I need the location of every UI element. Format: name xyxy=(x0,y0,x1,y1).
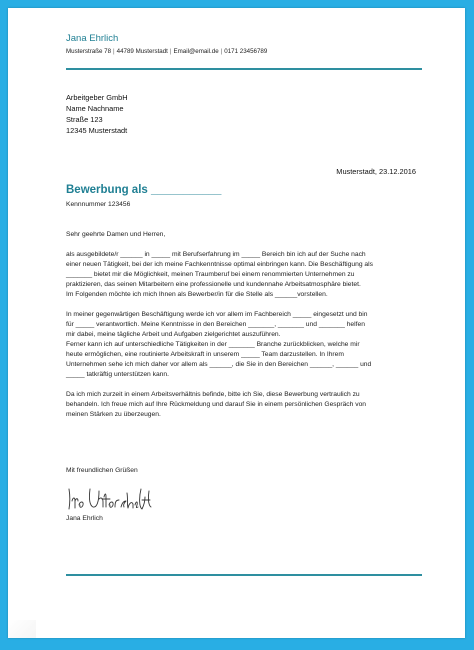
paragraph-1 xyxy=(66,250,422,300)
letter-body xyxy=(66,230,422,430)
salutation: Sehr geehrte Damen und Herren, xyxy=(66,231,166,238)
body-line: behandeln. Ich freue mich auf Ihre Rückmeldung und darauf Sie in einem persönlichen Gespräch von xyxy=(66,401,367,408)
separator: | xyxy=(113,48,115,55)
handwritten-signature xyxy=(66,483,158,518)
body-line: Ferner kann ich auf unterschiedliche Tätigkeiten in der _______ Branche zurückblicken, welche mir xyxy=(66,341,360,348)
body-line: einer neuen Tätigkeit, bei der ich meine Fachkenntnisse optimal einbringen kann. Die Beschäftigung als xyxy=(66,261,373,268)
letter-subject: Bewerbung als ___________ xyxy=(66,184,222,196)
recipient-city: 12345 Musterstadt xyxy=(66,126,128,135)
signer-name: Jana Ehrlich xyxy=(66,515,103,522)
body-line: mir dabei, meine tägliche Arbeit und Aufgaben zielgerichtet auszuführen. xyxy=(66,331,281,338)
watermark-corner xyxy=(8,620,36,638)
body-line: praktizieren, das seinen Mitarbeitern eine professionelle und kundennahe Arbeitsatmosphäre bietet. xyxy=(66,281,361,288)
sender-phone: 0171 23456789 xyxy=(224,48,268,55)
recipient-address-block xyxy=(66,92,128,136)
sender-city: 44789 Musterstadt xyxy=(116,48,168,55)
header-divider xyxy=(66,68,422,70)
body-line: In meiner gegenwärtigen Beschäftigung werde ich vor allem im Fachbereich _____ eingesetzt und bin xyxy=(66,311,368,318)
paragraph-3 xyxy=(66,390,422,420)
body-line: heute ermöglichen, eine routinierte Arbeitskraft in unserem _____ Team darzustellen. In Ihrem xyxy=(66,351,344,358)
body-line: meinen Stärken zu überzeugen. xyxy=(66,411,161,418)
recipient-street: Straße 123 xyxy=(66,115,103,124)
body-line: _____ tatkräftig unterstützen kann. xyxy=(66,371,169,378)
body-line: für _____ verantwortlich. Meine Kenntnisse in den Bereichen _______, _______ und _______ helfen xyxy=(66,321,365,328)
paragraph-2 xyxy=(66,310,422,380)
reference-number: Kennnummer 123456 xyxy=(66,201,131,208)
letter-date: Musterstadt, 23.12.2016 xyxy=(336,167,416,176)
closing-phrase: Mit freundlichen Grüßen xyxy=(66,467,138,474)
body-line: Im Folgenden möchte ich mich Ihnen als Bewerber/in für die Stelle als ______vorstellen. xyxy=(66,291,328,298)
letter-page xyxy=(8,8,465,638)
sender-name: Jana Ehrlich xyxy=(66,33,119,44)
separator: | xyxy=(169,48,172,55)
body-line: _______ bietet mir die Möglichkeit, meinen Traumberuf bei einem renommierten Unternehmen zu xyxy=(66,271,355,278)
sender-email: Email@email.de xyxy=(173,48,219,55)
body-line: Unternehmen sehe ich mich daher vor allem als ______, die Sie in den Bereichen ______, ______ und xyxy=(66,361,372,368)
recipient-company: Arbeitgeber GmbH xyxy=(66,93,128,102)
sender-contact-line xyxy=(66,48,267,55)
footer-divider xyxy=(66,574,422,576)
body-line: Da ich mich zurzeit in einem Arbeitsverhältnis befinde, bitte ich Sie, diese Bewerbung vertraulich zu xyxy=(66,391,360,398)
separator: | xyxy=(220,48,223,55)
sender-address: Musterstraße 78 xyxy=(66,48,112,55)
body-line: als ausgebildete/r ______ in _____ mit Berufserfahrung im _____ Bereich bin ich auf der Suche nach xyxy=(66,251,366,258)
recipient-contact: Name Nachname xyxy=(66,104,124,113)
